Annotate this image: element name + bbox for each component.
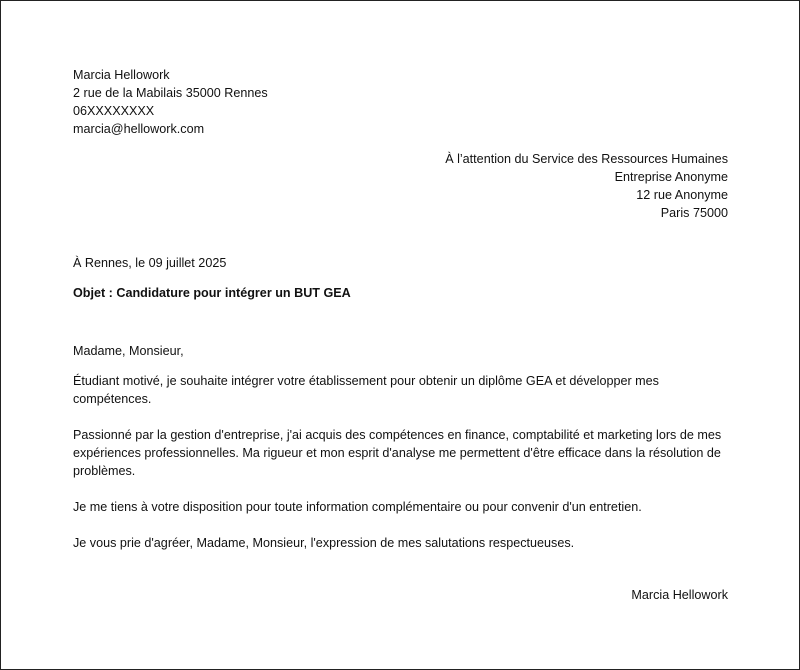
body-paragraph-3: Je me tiens à votre disposition pour toute information complémentaire ou pour convenir d'un entretien. [73, 500, 642, 514]
recipient-block [73, 150, 728, 222]
sender-email: marcia@hellowork.com [73, 122, 205, 136]
sender-block [73, 66, 728, 138]
cover-letter [73, 66, 728, 604]
signature: Marcia Hellowork [631, 588, 728, 602]
sender-address: 2 rue de la Mabilais 35000 Rennes [73, 86, 268, 100]
body-paragraph-2: Passionné par la gestion d'entreprise, j'ai acquis des compétences en finance, comptabilité et marketing lors de mes expériences professionnelles. Ma rigueur et mon esprit d'analyse me permettent d'être efficace dans la résolution de problèmes. [73, 428, 722, 478]
recipient-company: Entreprise Anonyme [614, 170, 728, 184]
sender-phone: 06XXXXXXXX [73, 104, 155, 118]
letter-subject: Objet : Candidature pour intégrer un BUT GEA [73, 286, 351, 300]
sender-name: Marcia Hellowork [73, 68, 170, 82]
recipient-attention: À l’attention du Service des Ressources Humaines [445, 152, 728, 166]
place-date: À Rennes, le 09 juillet 2025 [73, 256, 227, 270]
closing-paragraph: Je vous prie d'agréer, Madame, Monsieur, l'expression de mes salutations respectueuses. [73, 536, 575, 550]
recipient-city: Paris 75000 [660, 206, 728, 220]
recipient-street: 12 rue Anonyme [636, 188, 728, 202]
salutation: Madame, Monsieur, [73, 344, 184, 358]
body-paragraph-1: Étudiant motivé, je souhaite intégrer votre établissement pour obtenir un diplôme GEA et développer mes compétences. [73, 374, 659, 406]
